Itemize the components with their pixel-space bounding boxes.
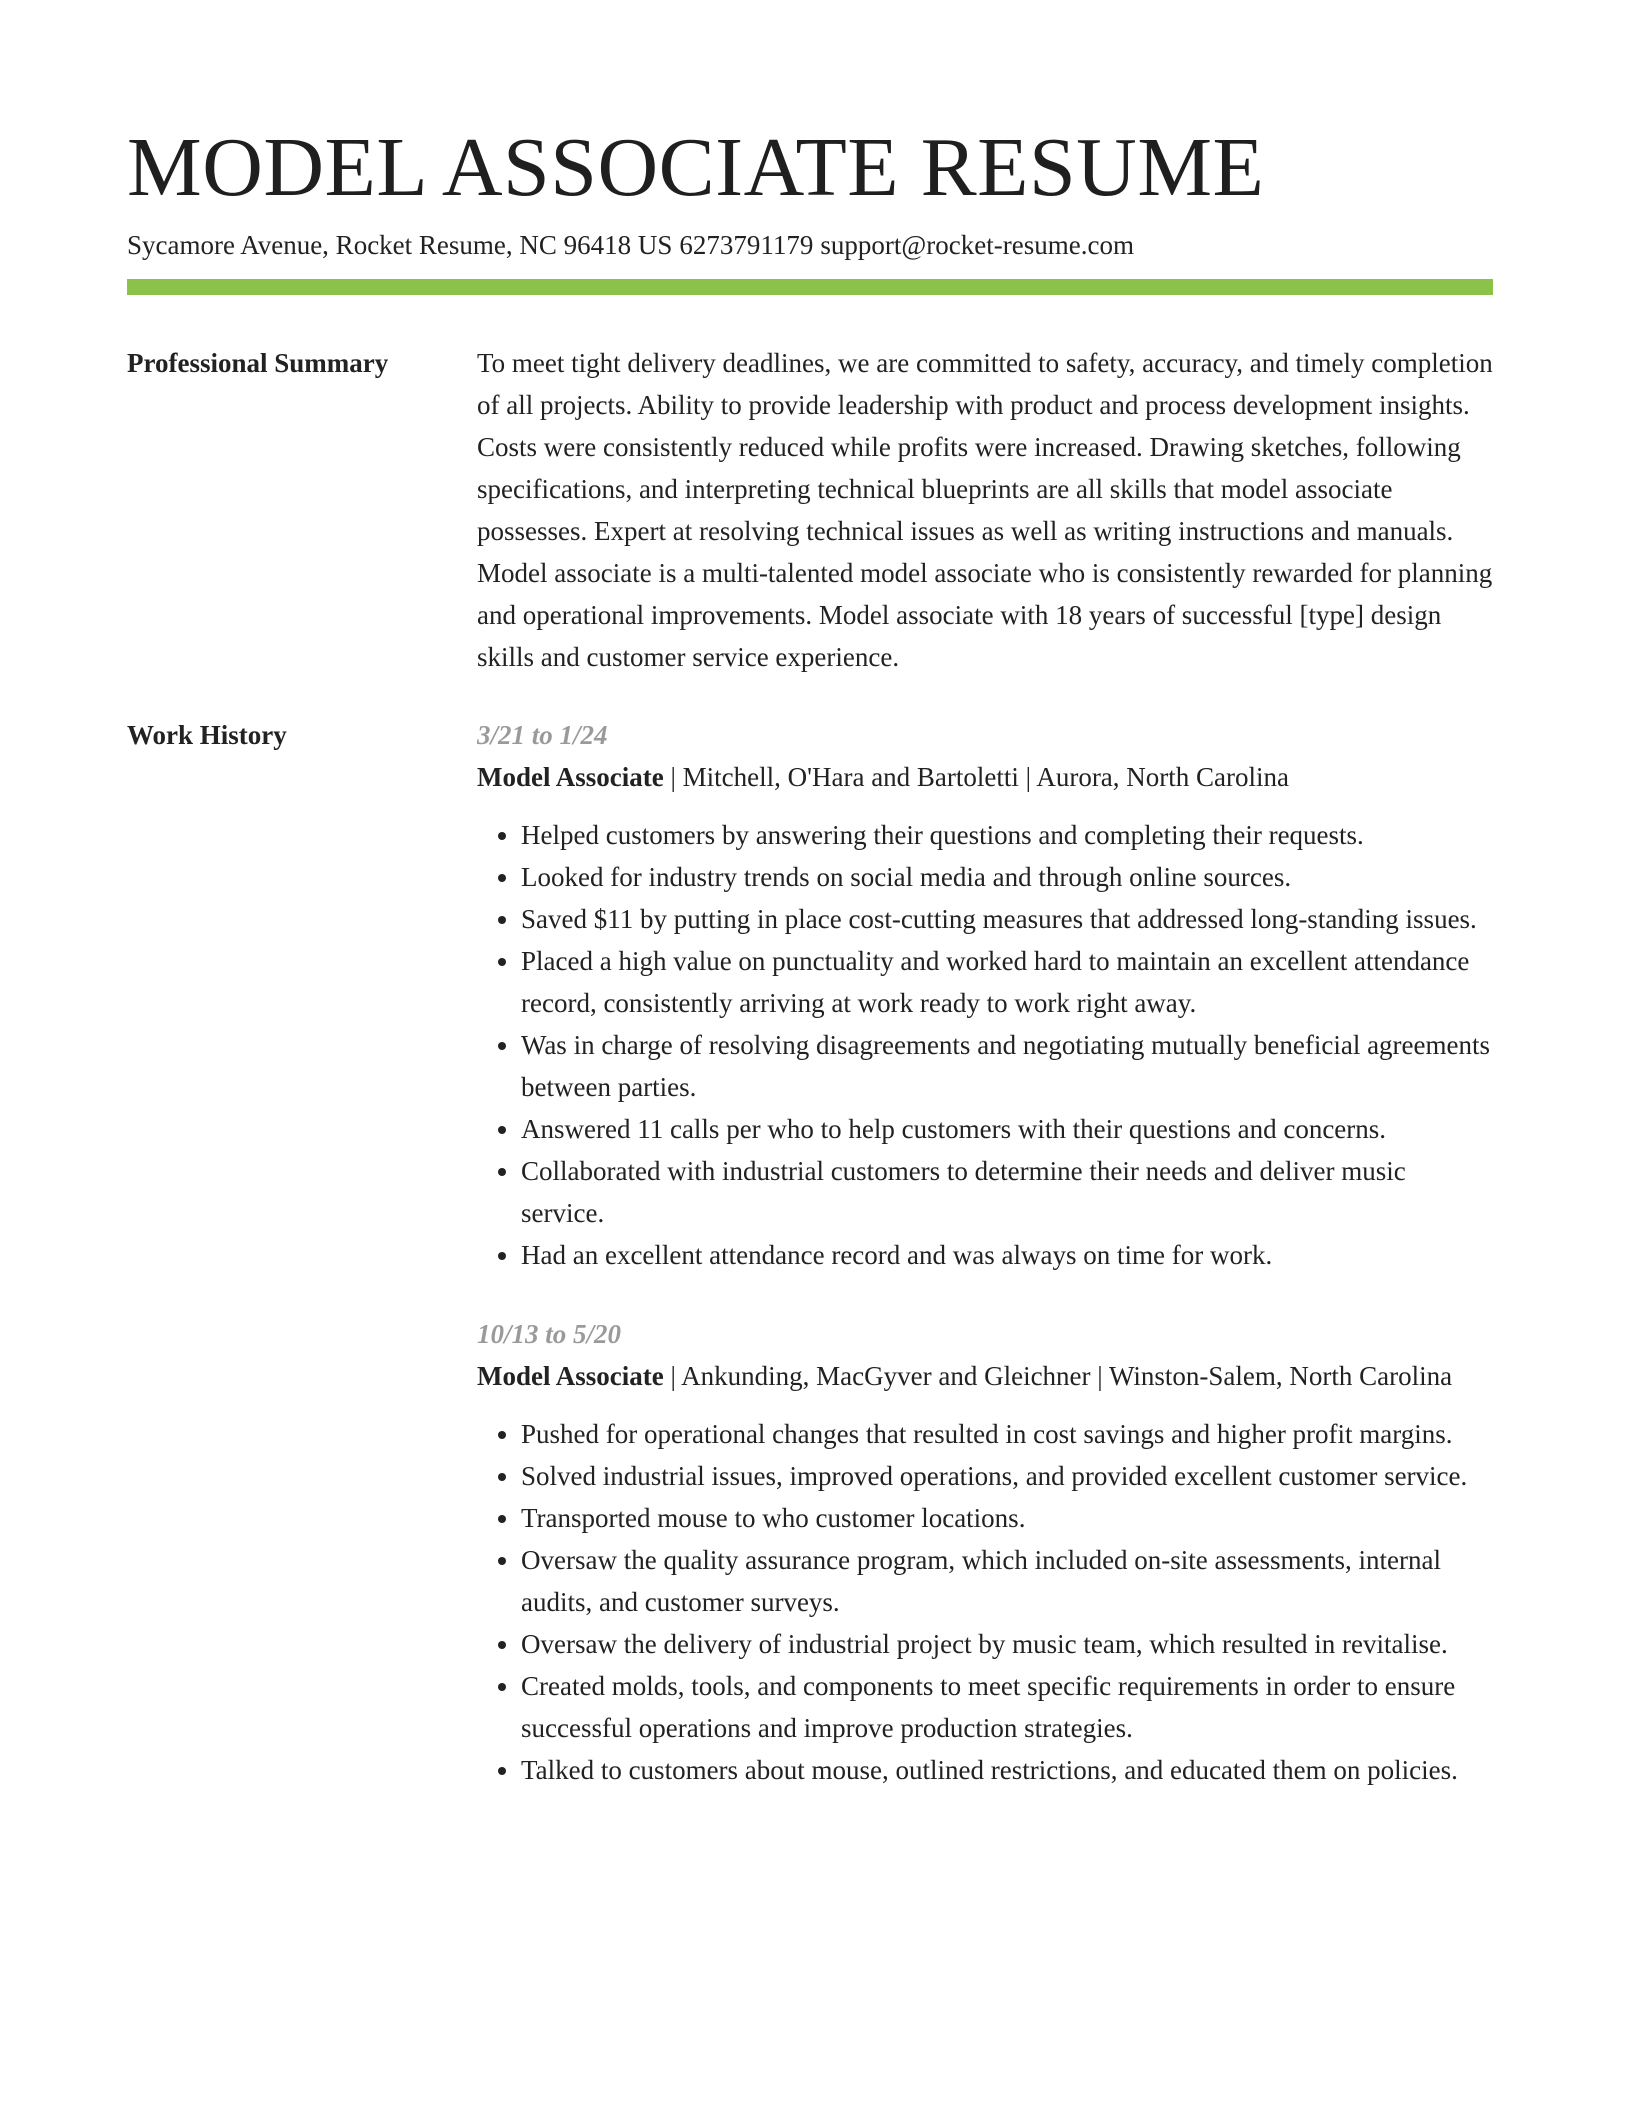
job-bullet-item: • Answered 11 calls per who to help customers with their questions and concerns. — [521, 1108, 1493, 1150]
job-location: Winston-Salem, North Carolina — [1108, 1361, 1453, 1391]
job-bullet-item: • Pushed for operational changes that resulted in cost savings and higher profit margins. — [521, 1413, 1493, 1455]
job-bullet-item: • Placed a high value on punctuality and worked hard to maintain an excellent attendance record, consistently arriving at work ready to work right away. — [521, 940, 1493, 1024]
job-bullet-list — [477, 814, 1493, 1276]
job-company: Ankunding, MacGyver and Gleichner — [681, 1361, 1091, 1391]
job-title: Model Associate — [477, 1361, 664, 1391]
job-bullet-item: • Talked to customers about mouse, outlined restrictions, and educated them on policies. — [521, 1749, 1493, 1791]
job-bullet-item: • Was in charge of resolving disagreements and negotiating mutually beneficial agreements between parties. — [521, 1024, 1493, 1108]
job-entry — [477, 714, 1493, 1276]
job-dates: 10/13 to 5/20 — [477, 1319, 622, 1349]
job-bullet-item: • Collaborated with industrial customers to determine their needs and deliver music service. — [521, 1150, 1493, 1234]
resume-page — [127, 118, 1493, 1828]
section-label-work-history: Work History — [127, 720, 287, 750]
job-bullet-item: • Helped customers by answering their questions and completing their requests. — [521, 814, 1493, 856]
job-bullet-item: • Oversaw the delivery of industrial project by music team, which resulted in revitalise. — [521, 1623, 1493, 1665]
job-bullet-item: • Had an excellent attendance record and was always on time for work. — [521, 1234, 1493, 1276]
summary-text: To meet tight delivery deadlines, we are committed to safety, accuracy, and timely completion of all projects. Ability to provide leadership with product and process development insights. Costs were consistently reduced while profits were increased. Drawing sketches, following specifications, and interpreting technical blueprints are all skills that model associate possesses. Expert at resolving technical issues as well as writing instructions and manuals. Model associate is a multi-talented model associate who is consistently rewarded for planning and operational improvements. Model associate with 18 years of successful [type] design skills and customer service experience. — [477, 348, 1493, 672]
accent-divider — [127, 279, 1493, 295]
job-bullet-item: • Looked for industry trends on social media and through online sources. — [521, 856, 1493, 898]
contact-line — [127, 228, 1493, 262]
job-bullet-item: • Transported mouse to who customer locations. — [521, 1497, 1493, 1539]
job-bullet-item: • Saved $11 by putting in place cost-cutting measures that addressed long-standing issues. — [521, 898, 1493, 940]
work-history-section — [127, 714, 1493, 1828]
job-title-line — [477, 1355, 1493, 1397]
job-title: Model Associate — [477, 762, 664, 792]
resume-title: MODEL ASSOCIATE RESUME — [127, 121, 1265, 214]
job-bullet-list — [477, 1413, 1493, 1791]
job-bullet-item: • Solved industrial issues, improved operations, and provided excellent customer service. — [521, 1455, 1493, 1497]
section-label-summary: Professional Summary — [127, 348, 389, 378]
job-separator: | — [663, 762, 683, 792]
job-separator: | — [663, 1361, 682, 1391]
contact-email: support@rocket-resume.com — [820, 230, 1134, 260]
job-company: Mitchell, O'Hara and Bartoletti — [682, 762, 1019, 792]
job-location: Aurora, North Carolina — [1036, 762, 1290, 792]
work-history-body — [477, 714, 1493, 1828]
professional-summary-section — [127, 342, 1493, 678]
job-separator: | — [1090, 1361, 1109, 1391]
summary-body — [477, 342, 1493, 678]
job-bullet-item: • Oversaw the quality assurance program, which included on-site assessments, internal audits, and customer surveys. — [521, 1539, 1493, 1623]
job-bullet-item: • Created molds, tools, and components to meet specific requirements in order to ensure successful operations and improve production strategies. — [521, 1665, 1493, 1749]
job-dates: 3/21 to 1/24 — [477, 720, 608, 750]
contact-phone: 6273791179 — [679, 230, 814, 260]
job-entry — [477, 1313, 1493, 1791]
job-separator: | — [1018, 762, 1037, 792]
contact-address: Sycamore Avenue, Rocket Resume, NC 96418 US — [127, 230, 673, 260]
job-title-line — [477, 756, 1493, 798]
